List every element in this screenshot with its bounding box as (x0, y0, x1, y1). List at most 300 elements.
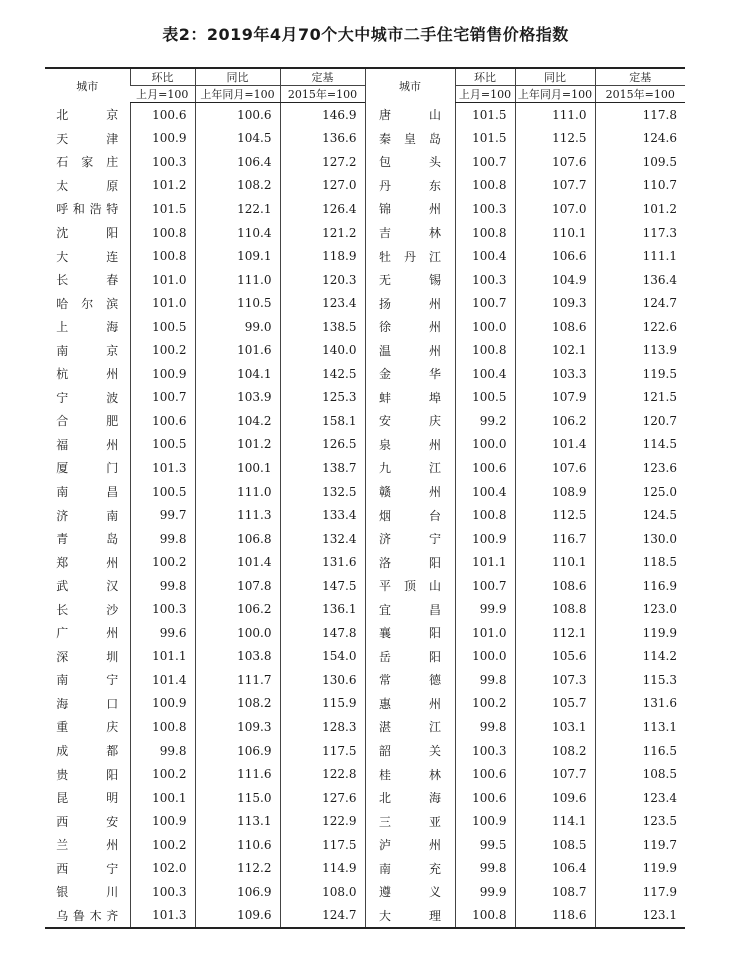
city-name: 长沙 (56, 602, 119, 617)
table-row (45, 692, 685, 716)
city-name: 哈尔滨 (56, 296, 119, 311)
cell-yoy-2: 111.0 (515, 103, 595, 127)
cell-city (45, 386, 130, 410)
cell-yoy: 113.1 (195, 809, 280, 833)
city-name: 徐州 (379, 320, 441, 335)
cell-yoy: 100.0 (195, 621, 280, 645)
cell-city (45, 409, 130, 433)
cell-fixed-2: 111.1 (595, 244, 685, 268)
cell-fixed: 158.1 (280, 409, 365, 433)
cell-mom-2: 100.4 (455, 480, 515, 504)
header-city-2: 城市 (365, 68, 455, 103)
cell-city (45, 197, 130, 221)
cell-mom-2: 100.8 (455, 221, 515, 245)
table-row (45, 409, 685, 433)
cell-city (45, 645, 130, 669)
cell-mom-2: 100.4 (455, 362, 515, 386)
cell-fixed: 127.6 (280, 786, 365, 810)
cell-mom-2: 100.8 (455, 503, 515, 527)
cell-fixed: 122.9 (280, 809, 365, 833)
cell-mom-2: 100.5 (455, 386, 515, 410)
cell-yoy-2: 110.1 (515, 550, 595, 574)
cell-yoy-2: 104.9 (515, 268, 595, 292)
city-name: 九江 (379, 461, 441, 476)
cell-mom: 100.2 (130, 338, 195, 362)
cell-fixed: 140.0 (280, 338, 365, 362)
cell-yoy-2: 112.5 (515, 503, 595, 527)
cell-city (45, 692, 130, 716)
cell-fixed: 136.1 (280, 597, 365, 621)
cell-mom-2: 101.5 (455, 127, 515, 151)
cell-yoy: 110.5 (195, 291, 280, 315)
cell-city-2 (365, 833, 455, 857)
cell-fixed-2: 131.6 (595, 692, 685, 716)
table-row (45, 621, 685, 645)
cell-fixed-2: 123.6 (595, 456, 685, 480)
cell-fixed: 126.4 (280, 197, 365, 221)
cell-city-2 (365, 362, 455, 386)
cell-fixed-2: 117.8 (595, 103, 685, 127)
city-name: 呼和浩特 (56, 202, 119, 217)
cell-yoy: 100.1 (195, 456, 280, 480)
cell-mom-2: 100.3 (455, 739, 515, 763)
table-row (45, 480, 685, 504)
cell-city (45, 527, 130, 551)
cell-fixed-2: 119.9 (595, 621, 685, 645)
cell-city (45, 574, 130, 598)
cell-yoy: 110.4 (195, 221, 280, 245)
cell-mom-2: 99.8 (455, 857, 515, 881)
cell-fixed-2: 124.5 (595, 503, 685, 527)
cell-mom-2: 100.9 (455, 809, 515, 833)
cell-fixed: 122.8 (280, 762, 365, 786)
cell-mom: 100.8 (130, 221, 195, 245)
cell-city-2 (365, 433, 455, 457)
cell-city (45, 833, 130, 857)
cell-fixed: 147.5 (280, 574, 365, 598)
cell-mom: 100.7 (130, 386, 195, 410)
cell-yoy-2: 107.7 (515, 762, 595, 786)
cell-fixed-2: 113.1 (595, 715, 685, 739)
cell-city (45, 550, 130, 574)
cell-fixed: 127.2 (280, 150, 365, 174)
cell-yoy-2: 108.8 (515, 597, 595, 621)
cell-fixed-2: 117.9 (595, 880, 685, 904)
cell-yoy-2: 116.7 (515, 527, 595, 551)
cell-fixed: 121.2 (280, 221, 365, 245)
city-name: 扬州 (379, 296, 441, 311)
cell-city-2 (365, 621, 455, 645)
cell-fixed-2: 116.5 (595, 739, 685, 763)
cell-fixed-2: 124.7 (595, 291, 685, 315)
cell-fixed-2: 125.0 (595, 480, 685, 504)
cell-city-2 (365, 668, 455, 692)
table-row (45, 715, 685, 739)
cell-fixed: 131.6 (280, 550, 365, 574)
city-name: 上海 (56, 320, 119, 335)
cell-yoy-2: 101.4 (515, 433, 595, 457)
cell-mom-2: 100.8 (455, 174, 515, 198)
cell-mom: 100.5 (130, 480, 195, 504)
cell-yoy-2: 103.1 (515, 715, 595, 739)
city-name: 杭州 (56, 367, 119, 382)
cell-city (45, 668, 130, 692)
header-yoy-base-2: 上年同月=100 (515, 86, 595, 103)
cell-fixed-2: 119.9 (595, 857, 685, 881)
table-row (45, 244, 685, 268)
table-row (45, 880, 685, 904)
cell-mom-2: 100.7 (455, 150, 515, 174)
cell-yoy: 106.4 (195, 150, 280, 174)
city-name: 南昌 (56, 485, 119, 500)
cell-fixed-2: 120.7 (595, 409, 685, 433)
cell-fixed-2: 119.5 (595, 362, 685, 386)
cell-yoy-2: 112.1 (515, 621, 595, 645)
city-name: 吉林 (379, 226, 441, 240)
cell-fixed-2: 119.7 (595, 833, 685, 857)
cell-mom: 100.5 (130, 433, 195, 457)
cell-mom: 99.6 (130, 621, 195, 645)
cell-mom-2: 101.5 (455, 103, 515, 127)
cell-city-2 (365, 268, 455, 292)
cell-city (45, 315, 130, 339)
city-name: 沈阳 (56, 226, 119, 240)
cell-yoy: 122.1 (195, 197, 280, 221)
cell-mom: 100.1 (130, 786, 195, 810)
cell-mom-2: 100.3 (455, 197, 515, 221)
cell-fixed-2: 123.5 (595, 809, 685, 833)
header-year-on-year: 同比 (195, 68, 280, 86)
cell-fixed: 133.4 (280, 503, 365, 527)
cell-mom: 101.2 (130, 174, 195, 198)
cell-yoy: 108.2 (195, 174, 280, 198)
price-index-table (45, 67, 685, 929)
cell-fixed: 123.4 (280, 291, 365, 315)
city-name: 成都 (56, 744, 119, 759)
cell-city-2 (365, 880, 455, 904)
cell-yoy: 106.9 (195, 880, 280, 904)
cell-yoy-2: 105.7 (515, 692, 595, 716)
city-name: 重庆 (56, 720, 119, 735)
header-mom-base-2: 上月=100 (455, 86, 515, 103)
cell-mom: 100.9 (130, 362, 195, 386)
cell-fixed: 132.4 (280, 527, 365, 551)
table-row (45, 291, 685, 315)
city-name: 湛江 (379, 720, 441, 735)
table-row (45, 362, 685, 386)
cell-yoy-2: 108.6 (515, 315, 595, 339)
city-name: 韶关 (379, 744, 441, 759)
cell-yoy-2: 107.3 (515, 668, 595, 692)
cell-fixed: 124.7 (280, 904, 365, 929)
city-name: 温州 (379, 343, 441, 358)
cell-mom-2: 100.3 (455, 268, 515, 292)
cell-city-2 (365, 127, 455, 151)
cell-yoy: 109.3 (195, 715, 280, 739)
cell-mom: 100.8 (130, 715, 195, 739)
cell-mom-2: 99.8 (455, 715, 515, 739)
cell-yoy-2: 107.9 (515, 386, 595, 410)
cell-fixed-2: 108.5 (595, 762, 685, 786)
cell-fixed: 118.9 (280, 244, 365, 268)
city-name: 常德 (379, 673, 441, 688)
cell-yoy: 111.7 (195, 668, 280, 692)
city-name: 遵义 (379, 885, 441, 900)
city-name: 武汉 (56, 579, 119, 594)
cell-fixed: 120.3 (280, 268, 365, 292)
header-fixed-base-year: 2015年=100 (280, 86, 365, 103)
cell-yoy: 104.2 (195, 409, 280, 433)
cell-mom-2: 100.2 (455, 692, 515, 716)
cell-mom: 100.8 (130, 244, 195, 268)
cell-yoy-2: 106.6 (515, 244, 595, 268)
cell-city (45, 150, 130, 174)
cell-mom: 101.3 (130, 904, 195, 929)
cell-city-2 (365, 904, 455, 929)
cell-yoy-2: 102.1 (515, 338, 595, 362)
cell-mom-2: 100.6 (455, 786, 515, 810)
table-row (45, 197, 685, 221)
cell-mom: 101.0 (130, 291, 195, 315)
cell-mom-2: 100.6 (455, 762, 515, 786)
cell-city-2 (365, 786, 455, 810)
table-row (45, 150, 685, 174)
city-name: 天津 (56, 131, 119, 146)
header-fixed-base: 定基 (280, 68, 365, 86)
cell-fixed: 136.6 (280, 127, 365, 151)
cell-mom-2: 100.8 (455, 338, 515, 362)
city-name: 长春 (56, 273, 119, 288)
table-row (45, 833, 685, 857)
cell-mom: 99.8 (130, 527, 195, 551)
city-name: 平顶山 (379, 579, 441, 594)
cell-mom-2: 99.9 (455, 880, 515, 904)
cell-fixed-2: 114.2 (595, 645, 685, 669)
city-name: 深圳 (56, 649, 119, 664)
cell-yoy-2: 109.3 (515, 291, 595, 315)
cell-city (45, 244, 130, 268)
cell-city (45, 857, 130, 881)
table-body (45, 103, 685, 929)
cell-yoy-2: 107.6 (515, 456, 595, 480)
cell-fixed: 154.0 (280, 645, 365, 669)
cell-fixed-2: 123.4 (595, 786, 685, 810)
city-name: 襄阳 (379, 626, 441, 641)
table-row (45, 268, 685, 292)
city-name: 福州 (56, 437, 119, 452)
cell-yoy-2: 112.5 (515, 127, 595, 151)
cell-city-2 (365, 574, 455, 598)
cell-mom: 100.6 (130, 409, 195, 433)
cell-fixed-2: 123.0 (595, 597, 685, 621)
cell-yoy: 104.1 (195, 362, 280, 386)
cell-yoy-2: 106.2 (515, 409, 595, 433)
cell-mom-2: 100.0 (455, 433, 515, 457)
city-name: 西宁 (56, 861, 119, 876)
cell-fixed: 126.5 (280, 433, 365, 457)
city-name: 泸州 (379, 838, 441, 853)
cell-fixed: 138.7 (280, 456, 365, 480)
cell-mom-2: 100.4 (455, 244, 515, 268)
cell-fixed-2: 121.5 (595, 386, 685, 410)
cell-mom: 100.9 (130, 127, 195, 151)
table-row (45, 809, 685, 833)
cell-mom: 100.9 (130, 692, 195, 716)
cell-yoy-2: 108.2 (515, 739, 595, 763)
cell-city-2 (365, 315, 455, 339)
cell-fixed-2: 122.6 (595, 315, 685, 339)
cell-city-2 (365, 197, 455, 221)
city-name: 泉州 (379, 437, 441, 452)
cell-city-2 (365, 103, 455, 127)
city-name: 广州 (56, 626, 119, 641)
table-row (45, 645, 685, 669)
table-row (45, 786, 685, 810)
cell-mom: 100.3 (130, 597, 195, 621)
cell-mom: 100.3 (130, 880, 195, 904)
cell-city (45, 880, 130, 904)
cell-mom: 100.2 (130, 550, 195, 574)
cell-city-2 (365, 338, 455, 362)
cell-fixed: 127.0 (280, 174, 365, 198)
city-name: 烟台 (379, 508, 441, 523)
cell-yoy: 101.2 (195, 433, 280, 457)
city-name: 无锡 (379, 273, 441, 288)
cell-yoy: 103.8 (195, 645, 280, 669)
cell-mom: 100.5 (130, 315, 195, 339)
cell-city-2 (365, 221, 455, 245)
cell-fixed-2: 109.5 (595, 150, 685, 174)
cell-city-2 (365, 857, 455, 881)
cell-yoy: 100.6 (195, 103, 280, 127)
cell-yoy-2: 103.3 (515, 362, 595, 386)
city-name: 包头 (379, 155, 441, 170)
table-row (45, 597, 685, 621)
cell-city-2 (365, 480, 455, 504)
cell-fixed-2: 101.2 (595, 197, 685, 221)
cell-fixed-2: 113.9 (595, 338, 685, 362)
cell-fixed-2: 117.3 (595, 221, 685, 245)
cell-fixed-2: 124.6 (595, 127, 685, 151)
table-row (45, 221, 685, 245)
cell-yoy: 108.2 (195, 692, 280, 716)
cell-city-2 (365, 739, 455, 763)
cell-yoy-2: 108.5 (515, 833, 595, 857)
cell-city (45, 809, 130, 833)
city-name: 丹东 (379, 178, 441, 193)
city-name: 大连 (56, 249, 119, 264)
city-name: 锦州 (379, 202, 441, 217)
cell-fixed-2: 110.7 (595, 174, 685, 198)
cell-fixed: 138.5 (280, 315, 365, 339)
table-title: 表2：2019年4月70个大中城市二手住宅销售价格指数 (162, 25, 569, 44)
city-name: 济宁 (379, 532, 441, 547)
cell-city (45, 762, 130, 786)
cell-city (45, 221, 130, 245)
city-name: 贵阳 (56, 767, 119, 782)
city-name: 银川 (56, 885, 119, 900)
cell-mom-2: 100.6 (455, 456, 515, 480)
cell-city (45, 291, 130, 315)
cell-mom-2: 100.7 (455, 291, 515, 315)
city-name: 大理 (379, 908, 441, 923)
cell-city (45, 362, 130, 386)
cell-yoy: 110.6 (195, 833, 280, 857)
cell-fixed-2: 118.5 (595, 550, 685, 574)
cell-yoy-2: 107.6 (515, 150, 595, 174)
cell-fixed: 142.5 (280, 362, 365, 386)
cell-mom: 101.3 (130, 456, 195, 480)
cell-city (45, 103, 130, 127)
cell-yoy-2: 108.7 (515, 880, 595, 904)
cell-yoy: 99.0 (195, 315, 280, 339)
cell-yoy-2: 106.4 (515, 857, 595, 881)
cell-yoy-2: 108.6 (515, 574, 595, 598)
cell-fixed: 130.6 (280, 668, 365, 692)
city-name: 太原 (56, 178, 119, 193)
cell-city-2 (365, 244, 455, 268)
table-row (45, 527, 685, 551)
cell-mom-2: 100.7 (455, 574, 515, 598)
cell-yoy: 101.4 (195, 550, 280, 574)
cell-fixed: 132.5 (280, 480, 365, 504)
cell-yoy: 106.9 (195, 739, 280, 763)
table-row (45, 857, 685, 881)
city-name: 合肥 (56, 414, 119, 429)
city-name: 岳阳 (379, 649, 441, 664)
cell-yoy-2: 118.6 (515, 904, 595, 929)
cell-city (45, 268, 130, 292)
cell-mom-2: 99.9 (455, 597, 515, 621)
city-name: 三亚 (379, 814, 441, 829)
cell-mom: 101.0 (130, 268, 195, 292)
cell-city-2 (365, 597, 455, 621)
table-row (45, 503, 685, 527)
cell-city-2 (365, 762, 455, 786)
city-name: 南宁 (56, 673, 119, 688)
cell-city (45, 503, 130, 527)
table-row (45, 762, 685, 786)
cell-mom-2: 100.0 (455, 645, 515, 669)
cell-yoy: 111.3 (195, 503, 280, 527)
cell-city (45, 786, 130, 810)
cell-city (45, 715, 130, 739)
table-row (45, 574, 685, 598)
table-row (45, 739, 685, 763)
cell-fixed-2: 115.3 (595, 668, 685, 692)
cell-city-2 (365, 291, 455, 315)
city-name: 昆明 (56, 791, 119, 806)
cell-mom: 100.6 (130, 103, 195, 127)
cell-city-2 (365, 174, 455, 198)
cell-mom: 100.3 (130, 150, 195, 174)
cell-fixed: 128.3 (280, 715, 365, 739)
cell-mom: 100.2 (130, 762, 195, 786)
city-name: 南京 (56, 343, 119, 358)
cell-city-2 (365, 150, 455, 174)
header-month-on-month-2: 环比 (455, 68, 515, 86)
cell-fixed-2: 114.5 (595, 433, 685, 457)
cell-yoy: 111.6 (195, 762, 280, 786)
cell-yoy: 109.1 (195, 244, 280, 268)
cell-mom: 101.1 (130, 645, 195, 669)
cell-city (45, 597, 130, 621)
cell-city (45, 456, 130, 480)
cell-yoy: 106.8 (195, 527, 280, 551)
table-row (45, 127, 685, 151)
cell-yoy: 104.5 (195, 127, 280, 151)
city-name: 桂林 (379, 767, 441, 782)
